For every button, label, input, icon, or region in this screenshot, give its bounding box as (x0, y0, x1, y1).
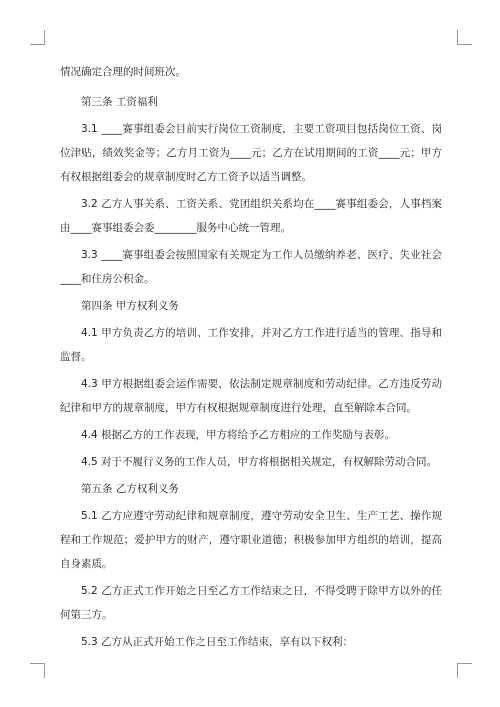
crop-mark-bottom-right (457, 663, 472, 678)
crop-mark-bottom-left (30, 663, 45, 678)
article-4-heading: 第四条 甲方权利义务 (81, 300, 179, 312)
clause-4-1: 4.1 甲方负责乙方的培训、工作安排，并对乙方工作进行适当的管理、指导和监督。 (60, 327, 442, 363)
clause-3-3: 3.3 ____赛事组委会按照国家有关规定为工作人员缴纳养老、医疗、失业社会____和住房公积金。 (60, 249, 442, 285)
crop-mark-top-left (30, 30, 45, 45)
paragraph-continuation: 情况确定合理的时间班次。 (60, 66, 186, 78)
clause-3-1: 3.1 ____赛事组委会目前实行岗位工资制度，主要工资项目包括岗位工资、岗位津贴，绩效奖金等；乙方月工资为____元；乙方在试用期间的工资____元；甲方有权根据组委会的规章制度时乙方工资予以适当调整。 (60, 123, 442, 183)
clause-5-3: 5.3 乙方从正式开始工作之日至工作结束，享有以下权利： (81, 636, 354, 648)
article-3-heading: 第三条 工资福利 (81, 96, 158, 108)
document-body (60, 60, 442, 657)
clause-4-3: 4.3 甲方根据组委会运作需要，依法制定规章制度和劳动纪律。乙方违反劳动纪律和甲方的规章制度，甲方有权根据规章制度进行处理，直至解除本合同。 (60, 378, 442, 414)
crop-mark-top-right (457, 30, 472, 45)
clause-4-5: 4.5 对于不履行义务的工作人员，甲方将根据相关规定，有权解除劳动合同。 (81, 456, 438, 468)
clause-3-2: 3.2 乙方人事关系、工资关系、党团组织关系均在____赛事组委会，人事档案由____赛事组委会委________服务中心统一管理。 (60, 198, 442, 234)
article-5-heading: 第五条 乙方权利义务 (81, 483, 179, 495)
clause-5-1: 5.1 乙方应遵守劳动纪律和规章制度，遵守劳动安全卫生、生产工艺、操作规程和工作规范；爱护甲方的财产，遵守职业道德；积极参加甲方组织的培训，提高自身素质。 (60, 510, 442, 570)
clause-4-4: 4.4 根据乙方的工作表现，甲方将给予乙方相应的工作奖励与表彰。 (81, 429, 396, 441)
clause-5-2: 5.2 乙方正式工作开始之日至乙方工作结束之日，不得受聘于除甲方以外的任何第三方。 (60, 585, 442, 621)
